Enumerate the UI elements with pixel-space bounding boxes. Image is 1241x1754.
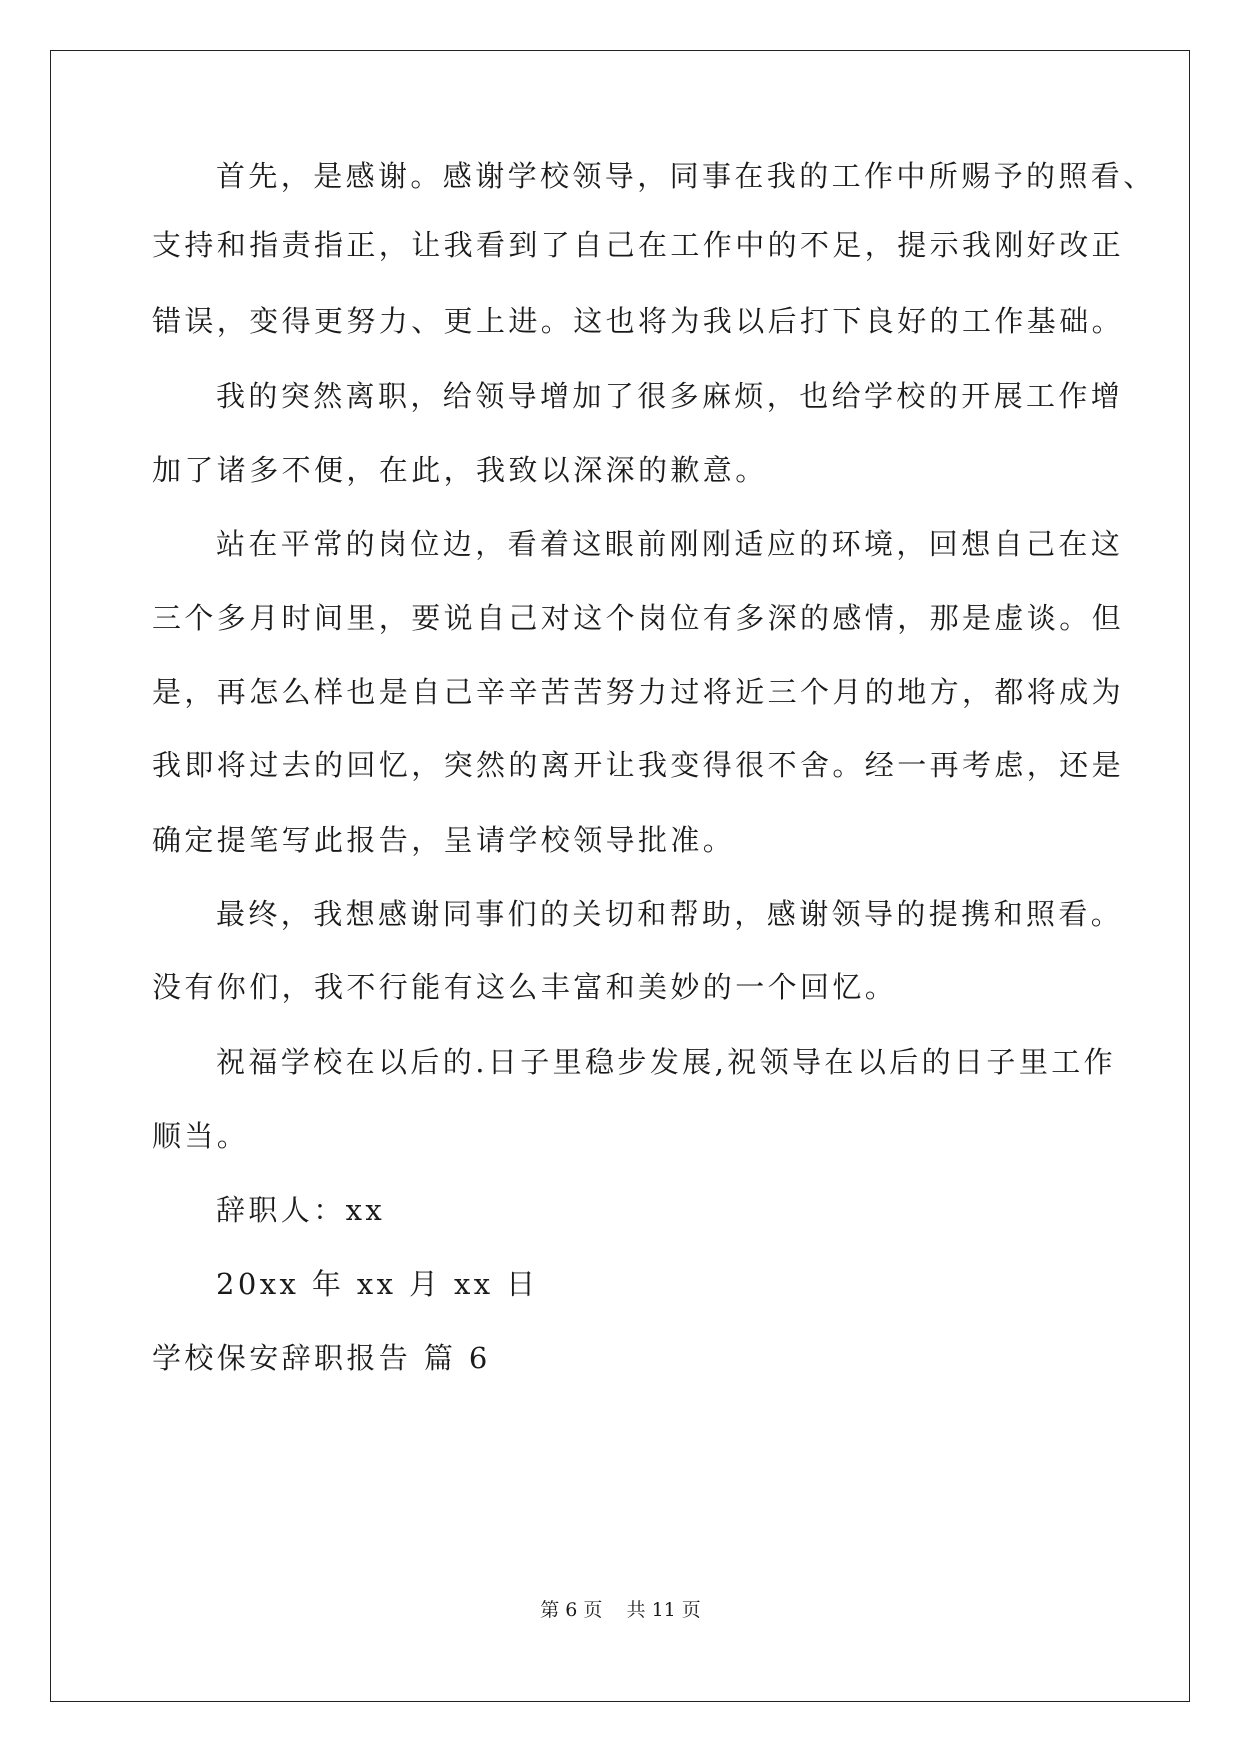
section-heading: 学校保安辞职报告 篇 6 [152, 1341, 491, 1375]
paragraph-line: 站在平常的岗位边，看着这眼前刚刚适应的环境，回想自己在这 [216, 527, 1124, 561]
paragraph-line: 确定提笔写此报告，呈请学校领导批准。 [152, 823, 736, 857]
paragraph-line: 最终，我想感谢同事们的关切和帮助，感谢领导的提携和照看。 [216, 897, 1124, 931]
paragraph-line: 是，再怎么样也是自己辛辛苦苦努力过将近三个月的地方，都将成为 [152, 675, 1125, 709]
paragraph-line: 支持和指责指正，让我看到了自己在工作中的不足，提示我刚好改正 [152, 228, 1125, 262]
paragraph-line: 顺当。 [152, 1119, 250, 1153]
signature-line: 辞职人：xx [216, 1193, 386, 1227]
paragraph-line: 没有你们，我不行能有这么丰富和美妙的一个回忆。 [152, 970, 898, 1004]
paragraph-line: 三个多月时间里，要说自己对这个岗位有多深的感情，那是虚谈。但 [152, 601, 1125, 635]
page-border [50, 50, 1190, 1702]
page-number-footer: 第 6 页 共 11 页 [540, 1599, 701, 1621]
paragraph-line: 我即将过去的回忆，突然的离开让我变得很不舍。经一再考虑，还是 [152, 748, 1125, 782]
date-line: 20xx 年 xx 月 xx 日 [216, 1267, 539, 1301]
paragraph-line: 祝福学校在以后的.日子里稳步发展,祝领导在以后的日子里工作 [216, 1045, 1117, 1079]
paragraph-line: 我的突然离职，给领导增加了很多麻烦，也给学校的开展工作增 [216, 379, 1124, 413]
paragraph-line: 加了诸多不便，在此，我致以深深的歉意。 [152, 453, 768, 487]
paragraph-line: 首先，是感谢。感谢学校领导，同事在我的工作中所赐予的照看、 [216, 159, 1156, 193]
paragraph-line: 错误，变得更努力、更上进。这也将为我以后打下良好的工作基础。 [152, 304, 1125, 338]
